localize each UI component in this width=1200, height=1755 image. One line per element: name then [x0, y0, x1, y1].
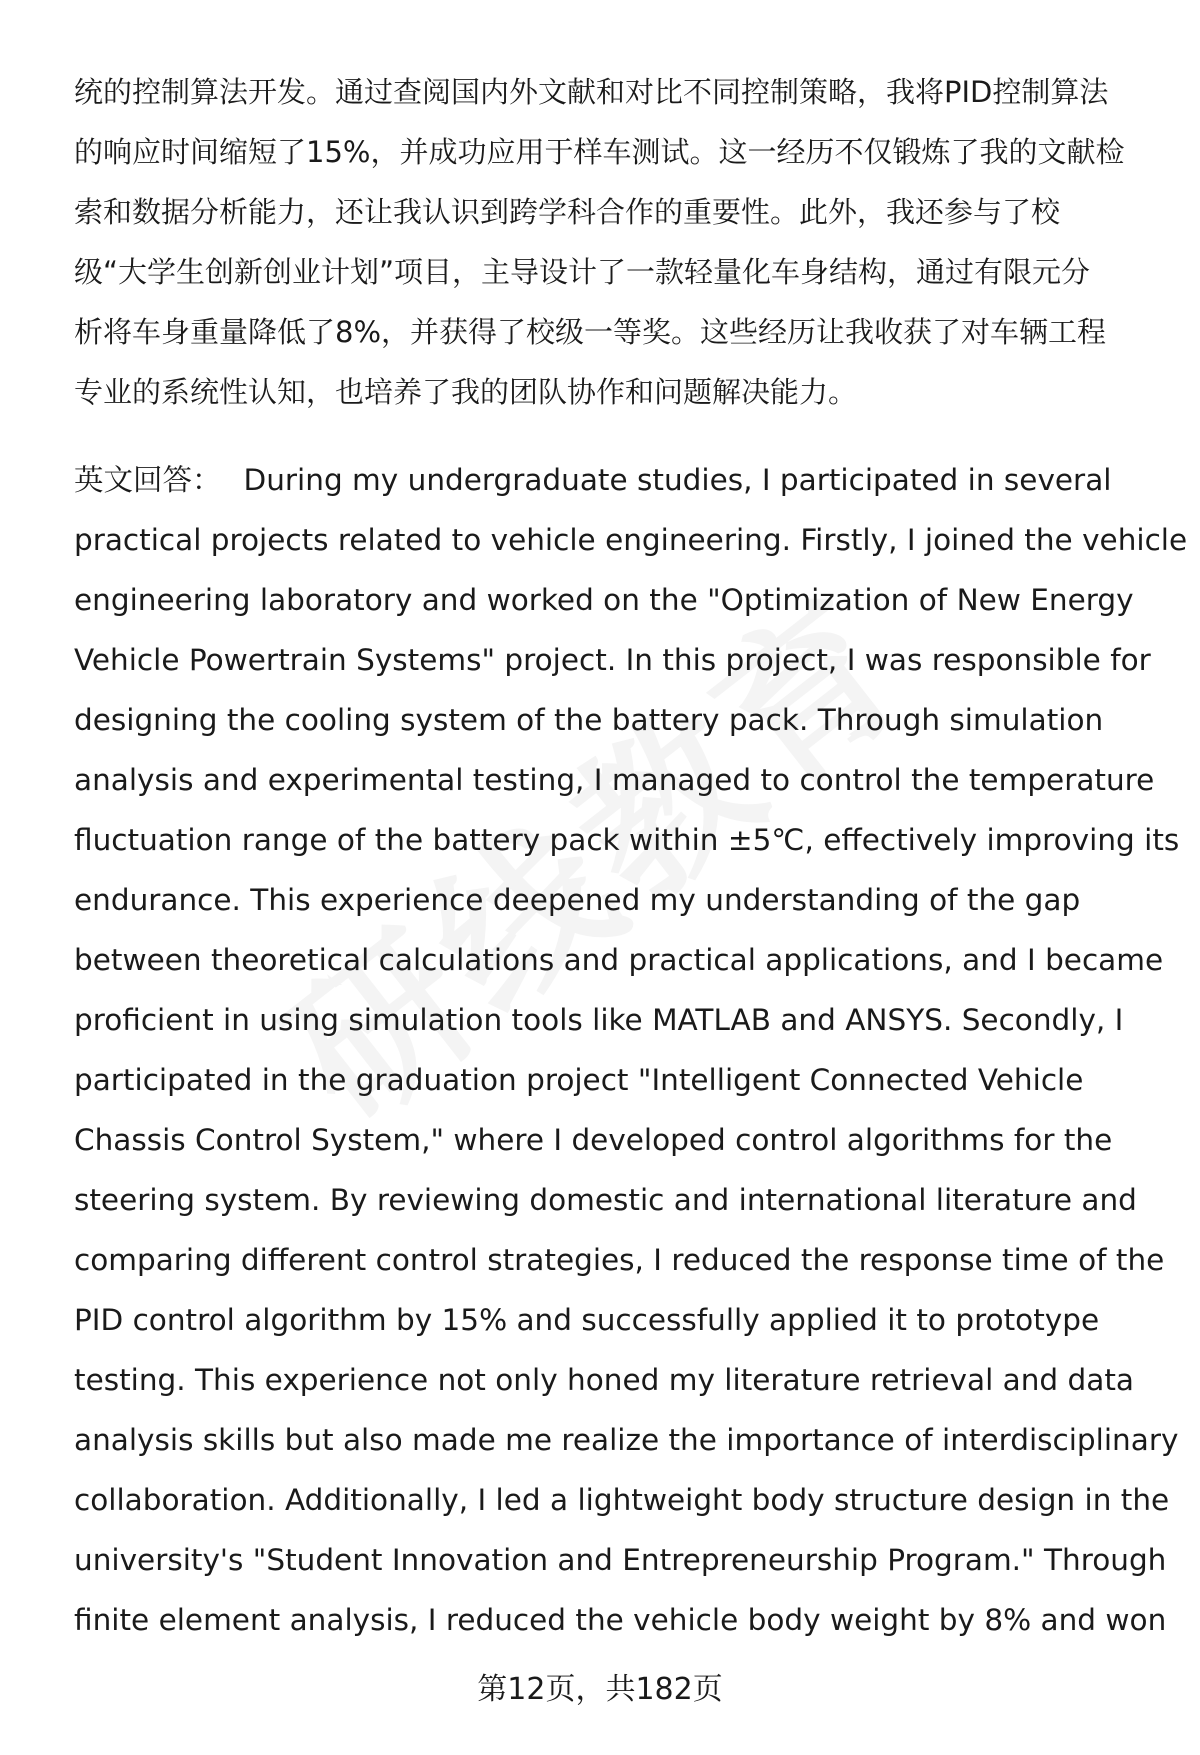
text-line: analysis skills but also made me realize the importance of interdisciplinary — [74, 1423, 1179, 1457]
english-answer-label: 英文回答： — [74, 463, 222, 497]
text-line: Vehicle Powertrain Systems" project. In this project, I was responsible for — [74, 643, 1151, 677]
text-line: steering system. By reviewing domestic and international literature and — [74, 1183, 1137, 1217]
text-line: university's "Student Innovation and Entrepreneurship Program." Through — [74, 1543, 1167, 1577]
text-line: designing the cooling system of the battery pack. Through simulation — [74, 703, 1104, 737]
text-line: testing. This experience not only honed my literature retrieval and data — [74, 1363, 1134, 1397]
text-line: 索和数据分析能力，还让我认识到跨学科合作的重要性。此外，我还参与了校 — [74, 195, 1061, 229]
text-line: collaboration. Additionally, I led a lightweight body structure design in the — [74, 1483, 1170, 1517]
text-line: participated in the graduation project "Intelligent Connected Vehicle — [74, 1063, 1084, 1097]
page-number-footer: 第12页，共182页 — [477, 1672, 723, 1707]
text-line: 统的控制算法开发。通过查阅国内外文献和对比不同控制策略，我将PID控制算法 — [74, 75, 1109, 109]
text-line: Chassis Control System," where I developed control algorithms for the — [74, 1123, 1113, 1157]
text-line: fluctuation range of the battery pack within ±5℃, effectively improving its — [74, 823, 1180, 857]
paragraph-gap — [74, 422, 1154, 450]
english-answer-paragraph — [74, 450, 1188, 1650]
text-line: PID control algorithm by 15% and successfully applied it to prototype — [74, 1303, 1100, 1337]
text-line: 专业的系统性认知，也培养了我的团队协作和问题解决能力。 — [74, 375, 858, 409]
chinese-answer-paragraph — [74, 62, 1154, 422]
text-line: proficient in using simulation tools like MATLAB and ANSYS. Secondly, I — [74, 1003, 1124, 1037]
text-line: 级“大学生创新创业计划”项目，主导设计了一款轻量化车身结构，通过有限元分 — [74, 255, 1091, 289]
text-line-first — [74, 450, 1154, 510]
text-line: analysis and experimental testing, I managed to control the temperature — [74, 763, 1155, 797]
text-line: 析将车身重量降低了8%，并获得了校级一等奖。这些经历让我收获了对车辆工程 — [74, 315, 1107, 349]
text-line: engineering laboratory and worked on the "Optimization of New Energy — [74, 583, 1134, 617]
text-line: practical projects related to vehicle engineering. Firstly, I joined the vehicle — [74, 523, 1188, 557]
content-body — [74, 62, 1188, 1650]
text-line: finite element analysis, I reduced the vehicle body weight by 8% and won — [74, 1603, 1167, 1637]
text-line: 的响应时间缩短了15%，并成功应用于样车测试。这一经历不仅锻炼了我的文献检 — [74, 135, 1125, 169]
text-line: comparing different control strategies, I reduced the response time of the — [74, 1243, 1165, 1277]
text-line-content: During my undergraduate studies, I participated in several — [243, 463, 1112, 497]
text-line: between theoretical calculations and practical applications, and I became — [74, 943, 1164, 977]
text-line: endurance. This experience deepened my understanding of the gap — [74, 883, 1081, 917]
